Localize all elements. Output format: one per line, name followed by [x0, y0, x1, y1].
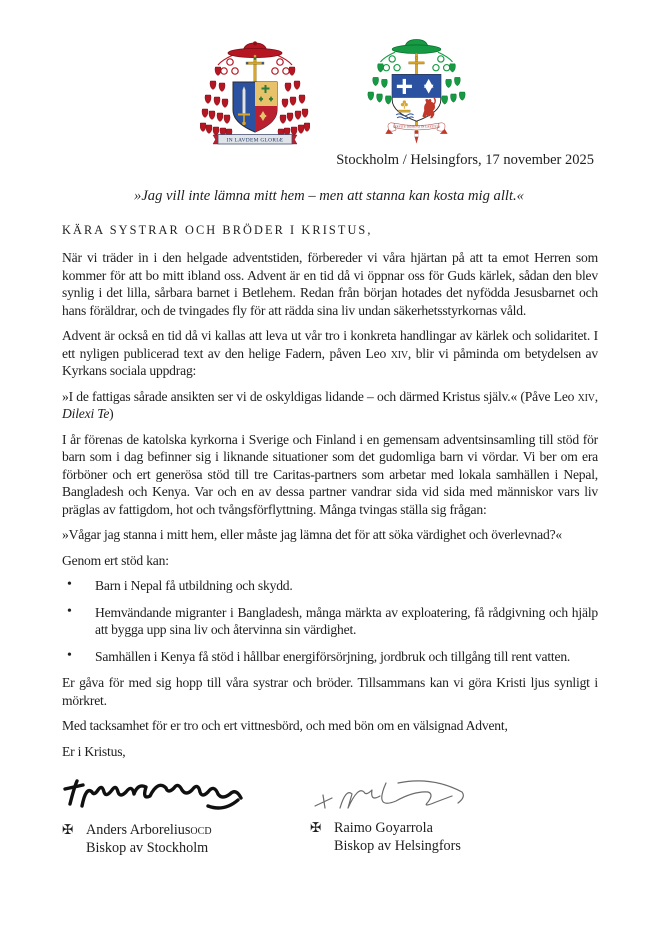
signature-goyarrola — [310, 776, 475, 818]
list-item: • Hemvändande migranter i Bangladesh, många märkta av exploatering, få rådgivning och hjälp att bygga upp sina liv och återvinna sin värdighet. — [67, 603, 598, 637]
list-intro: Genom ert stöd kan: — [62, 552, 169, 568]
signature-arborelius — [60, 770, 250, 820]
name-line-goyarrola — [310, 820, 598, 837]
paragraph-question-quote: »Vågar jag stanna i mitt hem, eller måste jag lämna det för att söka värdighet och överlevnad?« — [62, 527, 563, 542]
signature-block — [62, 768, 598, 857]
bishop-coat-of-arms — [363, 36, 470, 150]
bishop-galero — [392, 40, 441, 54]
cardinal-motto-text: IN LAVDEM GLORIÆ — [226, 137, 284, 144]
letter-body — [62, 223, 598, 857]
signature-column-helsingfors — [310, 768, 598, 857]
roman-numeral: xiv — [390, 345, 408, 361]
bishop-shield — [392, 75, 441, 122]
episcopal-cross-icon: ✠ — [62, 822, 74, 837]
bishop-motto-text: SERVITE DOMINO IN LAETITIA — [392, 124, 441, 129]
cardinal-motto-banner — [213, 135, 297, 144]
dateline: Stockholm / Helsingfors, 17 november 2025 — [336, 152, 594, 168]
paragraph-hope: Er gåva för med sig hopp till våra systrar och bröder. Tillsammans kan vi göra Kristi ljus synligt i mörkret. — [62, 675, 598, 708]
support-list — [62, 577, 598, 665]
paragraph-collection: I år förenas de katolska kyrkorna i Sverige och Finland i en gemensam adventsinsamling till stöd för barn som i dag befinner sig i liknande situationer som det gudomliga barn vi vördar. Vi ber om era förböner och ert generösa stöd till tre Caritas-partners som arbetar med lokala samhällen i Nepal, Bangladesh och Kenya. Var och en av dessa partner vandrar sida vid sida med människor vars liv präglas av fattigdom, hot och tvångsförflyttning. Många tvingas ställa sig frågan: — [62, 431, 598, 517]
paragraph-thanks: Med tacksamhet för er tro och ert vittnesbörd, och med bön om en välsignad Advent, — [62, 718, 508, 733]
episcopal-cross-icon: ✠ — [310, 820, 322, 835]
paragraph-advent-intro: När vi träder in i den helgade adventstiden, förbereder vi våra hjärtan på att ta emot Herren som kommer för att bo mitt ibland oss. Advent är en tid då vi öppnar oss för Guds kärlek, sådan den blev synlig i det lilla, sårbara barnet i Betlehem. Redan från början hotades det nyfödda Jesusbarnet och hans föräldrar, och de tvingades fly för att rädda sina liv undan säkerhetsstyrkornas våld. — [62, 250, 598, 318]
encyclical-title: Dilexi Te — [62, 406, 110, 421]
salutation: KÄRA SYSTRAR OCH BRÖDER I KRISTUS, — [62, 223, 373, 237]
name-line-arborelius — [62, 822, 310, 839]
postnominal: ocd — [190, 822, 212, 838]
bishop-name: Raimo Goyarrola — [334, 820, 433, 836]
bullet-icon: • — [67, 603, 72, 619]
title-line-stockholm: Biskop av Stockholm — [86, 840, 209, 856]
roman-numeral: xiv — [577, 388, 595, 404]
paragraph-pope-quote: »I de fattigas sårade ansikten ser vi de oskyldigas lidande – och därmed Kristus själv.« (Påve Leo xiv, Dilexi Te) — [62, 388, 598, 421]
cardinal-coat-of-arms — [200, 40, 310, 145]
title-line-helsingfors: Biskop av Helsingfors — [334, 838, 461, 854]
list-item: • Barn i Nepal få utbildning och skydd. — [67, 577, 293, 593]
cardinal-shield — [233, 82, 277, 132]
list-item: • Samhällen i Kenya få stöd i hållbar energiförsörjning, jordbruk och tillgång till rent vatten. — [67, 647, 571, 664]
paragraph-solidarity: Advent är också en tid då vi kallas att leva ut vår tro i konkreta handlingar av kärlek och solidaritet. I ett nyligen publicerad text av den helige Fadern, påven Leo xiv, blir vi påminda om betydelsen av Kyrkans sociala uppdrag: — [62, 328, 598, 378]
signature-column-stockholm — [62, 768, 310, 857]
bullet-icon: • — [67, 577, 72, 592]
closing-salutation: Er i Kristus, — [62, 743, 126, 759]
cardinal-cross — [246, 55, 264, 84]
bishop-name: Anders Arborelius — [86, 822, 191, 838]
bullet-icon: • — [67, 647, 72, 663]
lead-quote: »Jag vill inte lämna mitt hem – men att stanna kan kosta mig allt.« — [134, 188, 524, 204]
